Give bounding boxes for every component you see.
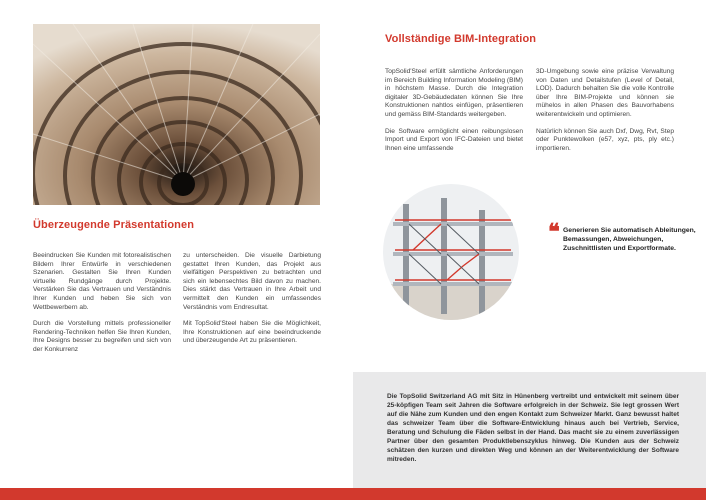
staircase-photo (33, 24, 320, 205)
company-info-text: Die TopSolid Switzerland AG mit Sitz in Hünenberg vertreibt und entwickelt mit seinem über 25-köpfigen Team seit Jahren die Software erfolgreich in der Schweiz. Sie legt grossen Wert auf die Nähe zum Kunden und den engen Kontakt zum Schweizer Markt. Ganz bewusst haltet das schweizer Team über die Software-Entwicklung hinaus auch bei Vertrieb, Service, Beratung und Schulung die Fäden selbst in der Hand. Das macht sie zu einem zuverlässigen Partner über den gesamten Produktlebenszyklus hinweg. Die Kunden aus der Schweiz schätzen den kurzen und direkten Weg und können an der Weiterentwicklung der Software mitreden. (387, 393, 679, 463)
presentations-col-2 (183, 252, 321, 354)
quote-text: Generieren Sie automatisch Ableitungen, Bemassungen, Abweichungen, Zuschnittlisten und Exportformate. (563, 227, 696, 252)
quote-icon: ❝ (548, 219, 560, 245)
paragraph: Beeindrucken Sie Kunden mit fotorealistischen Bildern Ihrer Entwürfe in verschiedenen Szenarien. Gestalten Sie Ihren Kunden virtuelle Rundgänge durch Projekte. Verstärken Sie das Vertrauen und Verständnis Ihrer Kunden und heben Sie sich von Wettbewerbern ab. (33, 252, 171, 311)
presentations-col-1 (33, 252, 171, 363)
paragraph: TopSolid'Steel erfüllt sämtliche Anforderungen im Bereich Building Information Modeling (BIM) in höchstem Masse. Durch die Integration digitaler 3D-Gebäudedaten können Sie Ihre Konstruktionen nahtlos einfügen, präsentieren und gemäss BIM-Standards weitergeben. (385, 68, 523, 118)
paragraph: Durch die Vorstellung mittels professioneller Rendering-Techniken helfen Sie Ihren Kunden, Ihre Designs besser zu begreifen und sich von der Konkurrenz (33, 320, 171, 353)
heading-presentations: Überzeugende Präsentationen (33, 219, 195, 231)
feature-quote (548, 219, 698, 253)
steel-structure-photo (383, 184, 519, 320)
paragraph: Natürlich können Sie auch Dxf, Dwg, Rvt, Step oder Punktewolken (e57, xyz, pts, ply etc.) importieren. (536, 127, 674, 152)
bim-col-2 (536, 68, 674, 161)
footer-accent-bar (0, 488, 706, 500)
paragraph: 3D-Umgebung sowie eine präzise Verwaltung von Daten und Detailstufen (Level of Detail, LOD). Dadurch behalten Sie die volle Kontrolle über Ihre BIM-Projekte und können sie mühelos in allen Phasen des Bauvorhabens weiterentwickeln und optimieren. (536, 68, 674, 118)
paragraph: Mit TopSolid'Steel haben Sie die Möglichkeit, Ihre Konstruktionen auf eine beeindruckende und überzeugende Art zu präsentieren. (183, 320, 321, 345)
bim-col-1 (385, 68, 523, 161)
heading-bim: Vollständige BIM-Integration (385, 33, 537, 45)
company-info-box (353, 372, 706, 488)
paragraph: Die Software ermöglicht einen reibungslosen Import und Export von IFC-Dateien und bietet Ihnen eine umfassende (385, 127, 523, 152)
paragraph: zu unterscheiden. Die visuelle Darbietung gestattet Ihren Kunden, das Projekt aus vielfältigen Perspektiven zu betrachten und sich ein lebensechtes Bild davon zu machen. Dies stärkt das Vertrauen in Ihre Arbeit und vermittelt den Kunden ein umfassendes Verständnis vom Endresultat. (183, 252, 321, 311)
